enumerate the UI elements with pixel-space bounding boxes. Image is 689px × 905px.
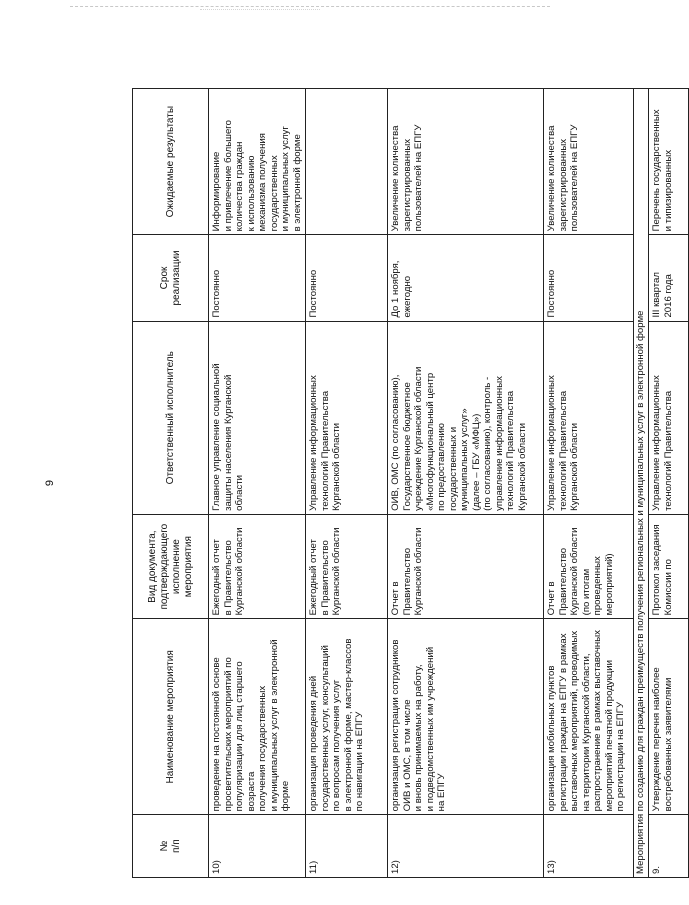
row-doc: Ежегодный отчет в Правительство Курганской области bbox=[306, 514, 388, 619]
row-executor: Управление информационных технологий Правительства Курганской области bbox=[544, 321, 634, 514]
header-doc: Вид документа, подтверждающего исполнение мероприятия bbox=[133, 514, 209, 619]
row-name: проведение на постоянной основе просветительских мероприятий по популяризации для лиц старшего возраста получения государственных и муниципальных услуг в электронной форме bbox=[209, 619, 306, 815]
table-header-row bbox=[133, 89, 209, 878]
row-doc: Отчет в Правительство Курганской области (по итогам проведенных мероприятий) bbox=[544, 514, 634, 619]
row-executor: Управление информационных технологий Правительства Курганской области bbox=[306, 321, 388, 514]
table-row bbox=[306, 89, 388, 878]
row-name: организация мобильных пунктов регистрации граждан на ЕПГУ в рамках выставочных мероприятий, проводимых на территории Курганской области, распространение в рамках выставочных мероприятий печатной продукции по регистрации на ЕПГУ bbox=[544, 619, 634, 815]
section-title: Мероприятия по созданию для граждан преимуществ получения региональных и муниципальных услуг в электронной форме bbox=[634, 89, 649, 878]
row-term: III квартал 2016 года bbox=[649, 235, 689, 321]
scan-artifact-line bbox=[70, 6, 550, 7]
row-term: Постоянно bbox=[544, 235, 634, 321]
row-name: организация регистрации сотрудников ОИВ и ОМС, в том числе и вновь принимаемых на работу, и подведомственных им учреждений на ЕПГУ bbox=[388, 619, 544, 815]
row-term: Постоянно bbox=[209, 235, 306, 321]
row-result: Перечень государственных и типизированных bbox=[649, 89, 689, 235]
header-num: № п/п bbox=[133, 815, 209, 878]
header-executor: Ответственный исполнитель bbox=[133, 321, 209, 514]
row-executor: ОИВ, ОМС (по согласованию), Государственное бюджетное учреждение Курганской области «Многофункциональный центр по предоставлению государственных и муниципальных услуг» (далее – ГБУ «МФЦ») (по согласованию), контроль - управление информационных технологий Правительства Курганской области bbox=[388, 321, 544, 514]
row-num: 12) bbox=[388, 815, 544, 878]
header-name: Наименование мероприятия bbox=[133, 619, 209, 815]
row-doc: Отчет в Правительство Курганской области bbox=[388, 514, 544, 619]
table-row bbox=[649, 89, 689, 878]
row-result: Информирование и привлечение большего количества граждан к использованию механизма получения государственных и муниципальных услуг в электронной форме bbox=[209, 89, 306, 235]
section-header-row bbox=[634, 89, 649, 878]
table-row bbox=[544, 89, 634, 878]
header-result: Ожидаемые результаты bbox=[133, 89, 209, 235]
row-name: Утверждение перечня наиболее востребованных заявителями bbox=[649, 619, 689, 815]
row-doc: Ежегодный отчет в Правительство Курганской области bbox=[209, 514, 306, 619]
header-term: Срок реализации bbox=[133, 235, 209, 321]
row-num: 13) bbox=[544, 815, 634, 878]
page-number: 9 bbox=[44, 479, 56, 487]
row-result: Увеличение количества зарегистрированных пользователей на ЕПГУ bbox=[544, 89, 634, 235]
row-name: организация проведения дней государственных услуг, консультаций по вопросам получения услуг в электронной форме, мастер-классов по навигации на ЕПГУ bbox=[306, 619, 388, 815]
row-result: Увеличение количества зарегистрированных пользователей на ЕПГУ bbox=[388, 89, 544, 235]
row-executor: Главное управление социальной защиты населения Курганской области bbox=[209, 321, 306, 514]
row-doc: Протокол заседания Комиссии по bbox=[649, 514, 689, 619]
rotated-page bbox=[44, 88, 674, 878]
row-num: 9. bbox=[649, 815, 689, 878]
row-num: 11) bbox=[306, 815, 388, 878]
row-result bbox=[306, 89, 388, 235]
row-num: 10) bbox=[209, 815, 306, 878]
row-executor: Управление информационных технологий Правительства bbox=[649, 321, 689, 514]
row-term: Постоянно bbox=[306, 235, 388, 321]
row-term: До 1 ноября, ежегодно bbox=[388, 235, 544, 321]
table-row bbox=[209, 89, 306, 878]
events-table bbox=[132, 88, 689, 878]
table-row bbox=[388, 89, 544, 878]
scan-artifact-line bbox=[200, 9, 320, 10]
